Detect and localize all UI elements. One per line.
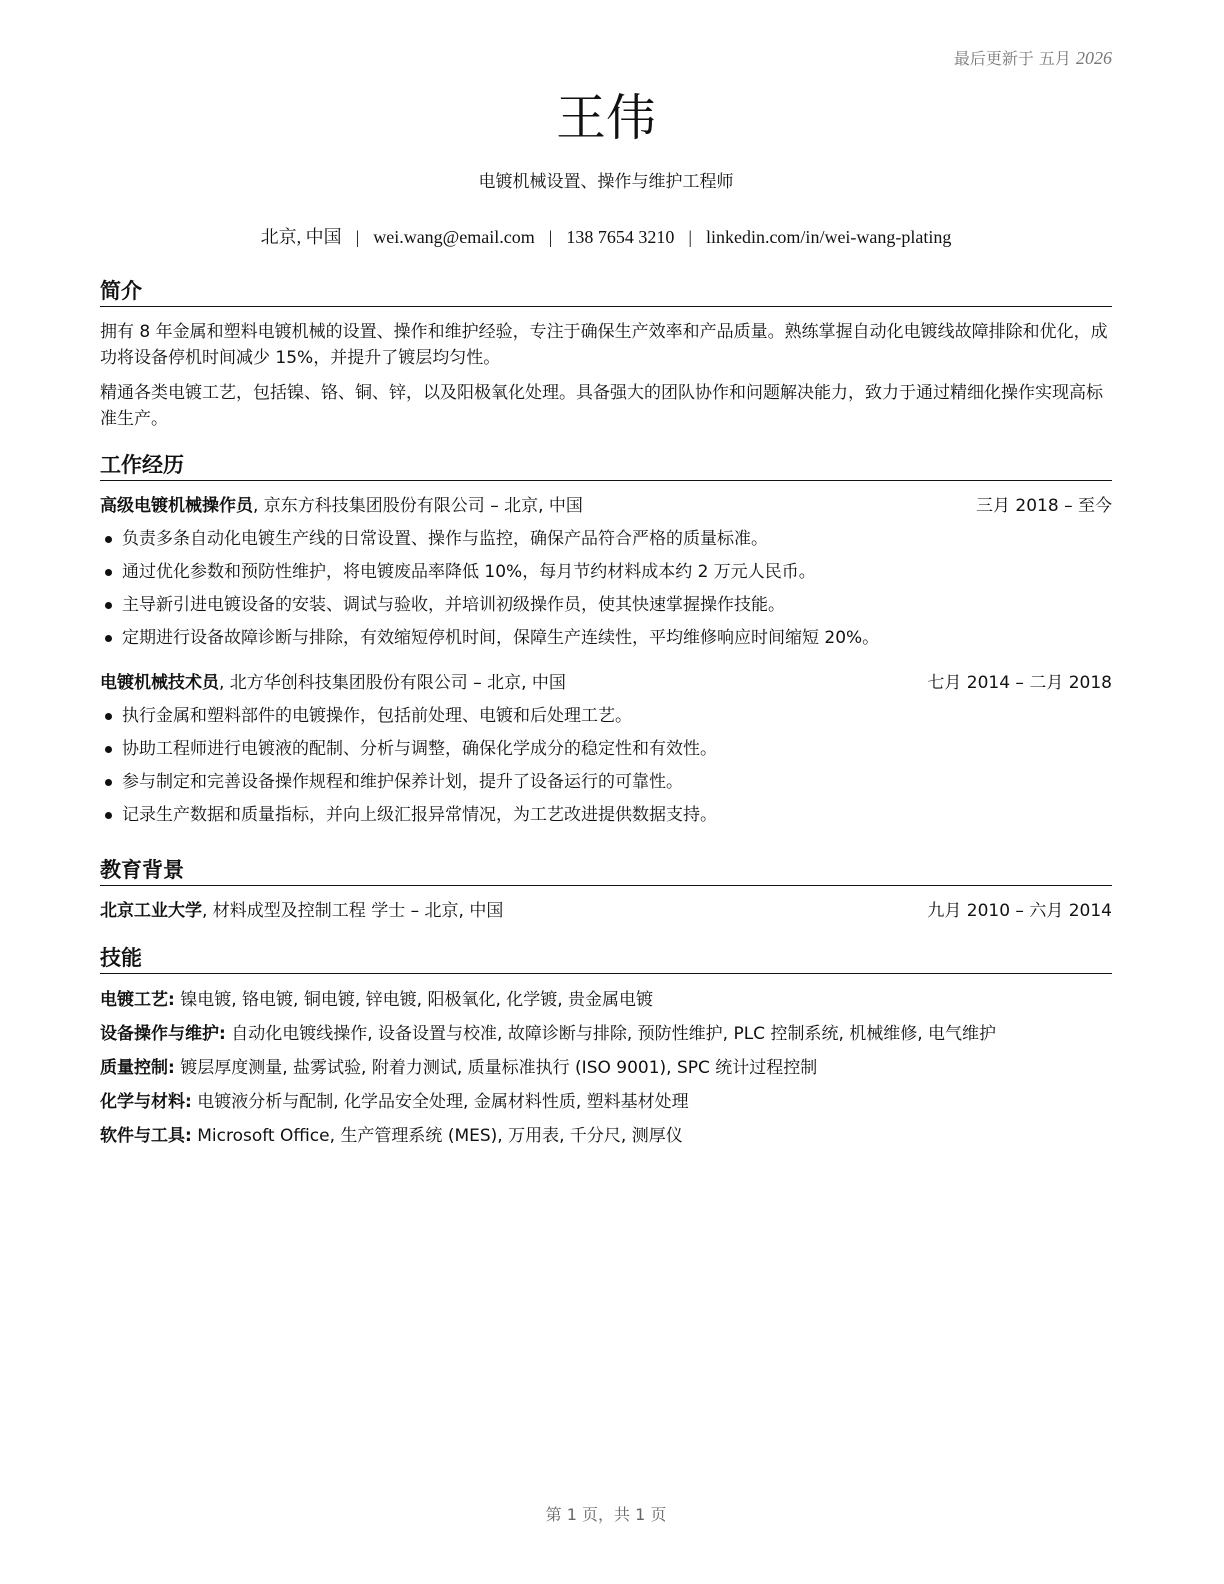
- skill-line: [100, 1021, 1112, 1047]
- job-bullet: 负责多条自动化电镀生产线的日常设置、操作与监控，确保产品符合严格的质量标准。: [100, 526, 1112, 552]
- candidate-headline: 电镀机械设置、操作与维护工程师: [478, 172, 734, 192]
- job-dates: 七月 2014 – 二月 2018: [927, 673, 1112, 693]
- skill-line: [100, 1089, 1112, 1115]
- education-entry: [100, 898, 1112, 924]
- candidate-name: 王伟: [556, 89, 656, 147]
- contact-separator: |: [355, 227, 360, 247]
- experience-title: 工作经历: [100, 451, 1112, 481]
- skill-line: [100, 1055, 1112, 1081]
- education-dates: 九月 2010 – 六月 2014: [927, 901, 1112, 921]
- contact-linkedin[interactable]: linkedin.com/in/wei-wang-plating: [705, 227, 952, 247]
- contact-email[interactable]: wei.wang@email.com: [373, 227, 535, 247]
- job-entry: [100, 670, 1112, 828]
- summary-paragraph: 精通各类电镀工艺，包括镍、铬、铜、锌，以及阳极氧化处理。具备强大的团队协作和问题解决能力，致力于通过精细化操作实现高标准生产。: [100, 383, 1103, 429]
- job-bullet: 协助工程师进行电镀液的配制、分析与调整，确保化学成分的稳定性和有效性。: [100, 736, 1112, 762]
- job-header: [100, 670, 1112, 696]
- job-org: , 京东方科技集团股份有限公司 – 北京, 中国: [253, 496, 583, 516]
- skill-label: 质量控制:: [100, 1058, 175, 1078]
- last-updated: [954, 46, 1112, 69]
- job-title-line: [100, 493, 583, 519]
- skill-line: [100, 1123, 1112, 1149]
- education-section: [100, 856, 1112, 924]
- job-role: 高级电镀机械操作员: [100, 496, 253, 516]
- job-bullet: 记录生产数据和质量指标，并向上级汇报异常情况，为工艺改进提供数据支持。: [100, 802, 1112, 828]
- skill-value: 镀层厚度测量, 盐雾试验, 附着力测试, 质量标准执行 (ISO 9001), SPC 统计过程控制: [174, 1058, 818, 1078]
- job-bullet: 执行金属和塑料部件的电镀操作，包括前处理、电镀和后处理工艺。: [100, 703, 1112, 729]
- resume-page: [100, 0, 1112, 1584]
- skill-value: Microsoft Office, 生产管理系统 (MES), 万用表, 千分尺, 测厚仪: [191, 1126, 683, 1146]
- job-header: [100, 493, 1112, 519]
- last-updated-prefix: 最后更新于 五月: [953, 49, 1071, 68]
- skills-title: 技能: [100, 944, 1112, 974]
- skill-value: 电镀液分析与配制, 化学品安全处理, 金属材料性质, 塑料基材处理: [191, 1092, 689, 1112]
- summary-section: [100, 277, 1112, 432]
- contact-location: 北京, 中国: [260, 227, 342, 247]
- job-bullets: [100, 526, 1112, 651]
- skill-label: 软件与工具:: [100, 1126, 192, 1146]
- skill-label: 设备操作与维护:: [100, 1024, 226, 1044]
- job-bullet: 通过优化参数和预防性维护，将电镀废品率降低 10%，每月节约材料成本约 2 万元人民币。: [100, 559, 1112, 585]
- experience-section: [100, 451, 1112, 828]
- skill-value: 自动化电镀线操作, 设备设置与校准, 故障诊断与排除, 预防性维护, PLC 控制系统, 机械维修, 电气维护: [225, 1024, 997, 1044]
- skill-value: 镍电镀, 铬电镀, 铜电镀, 锌电镀, 阳极氧化, 化学镀, 贵金属电镀: [174, 990, 654, 1010]
- summary-title: 简介: [100, 277, 1112, 307]
- education-title-line: [100, 898, 503, 924]
- job-bullets: [100, 703, 1112, 828]
- page-indicator: 第 1 页，共 1 页: [545, 1505, 667, 1524]
- education-detail: , 材料成型及控制工程 学士 – 北京, 中国: [202, 901, 504, 921]
- skill-label: 电镀工艺:: [100, 990, 175, 1010]
- skill-line: [100, 987, 1112, 1013]
- job-role: 电镀机械技术员: [100, 673, 219, 693]
- job-entry: [100, 493, 1112, 651]
- contact-phone: 138 7654 3210: [566, 227, 675, 247]
- job-org: , 北方华创科技集团股份有限公司 – 北京, 中国: [219, 673, 566, 693]
- contact-line: [100, 225, 1112, 249]
- skills-section: [100, 944, 1112, 1149]
- job-bullet: 定期进行设备故障诊断与排除，有效缩短停机时间，保障生产连续性，平均维修响应时间缩短 20%。: [100, 625, 1112, 651]
- job-title-line: [100, 670, 566, 696]
- job-bullet: 参与制定和完善设备操作规程和维护保养计划，提升了设备运行的可靠性。: [100, 769, 1112, 795]
- education-school: 北京工业大学: [100, 901, 202, 921]
- contact-separator: |: [688, 227, 692, 247]
- contact-separator: |: [548, 227, 553, 247]
- job-bullet: 主导新引进电镀设备的安装、调试与验收，并培训初级操作员，使其快速掌握操作技能。: [100, 592, 1112, 618]
- job-dates: 三月 2018 – 至今: [976, 496, 1112, 516]
- summary-paragraph: 拥有 8 年金属和塑料电镀机械的设置、操作和维护经验，专注于确保生产效率和产品质量。熟练掌握自动化电镀线故障排除和优化，成功将设备停机时间减少 15%，并提升了镀层均匀性。: [100, 322, 1108, 368]
- last-updated-year: 2026: [1076, 48, 1112, 68]
- skill-label: 化学与材料:: [100, 1092, 192, 1112]
- education-title: 教育背景: [100, 856, 1112, 886]
